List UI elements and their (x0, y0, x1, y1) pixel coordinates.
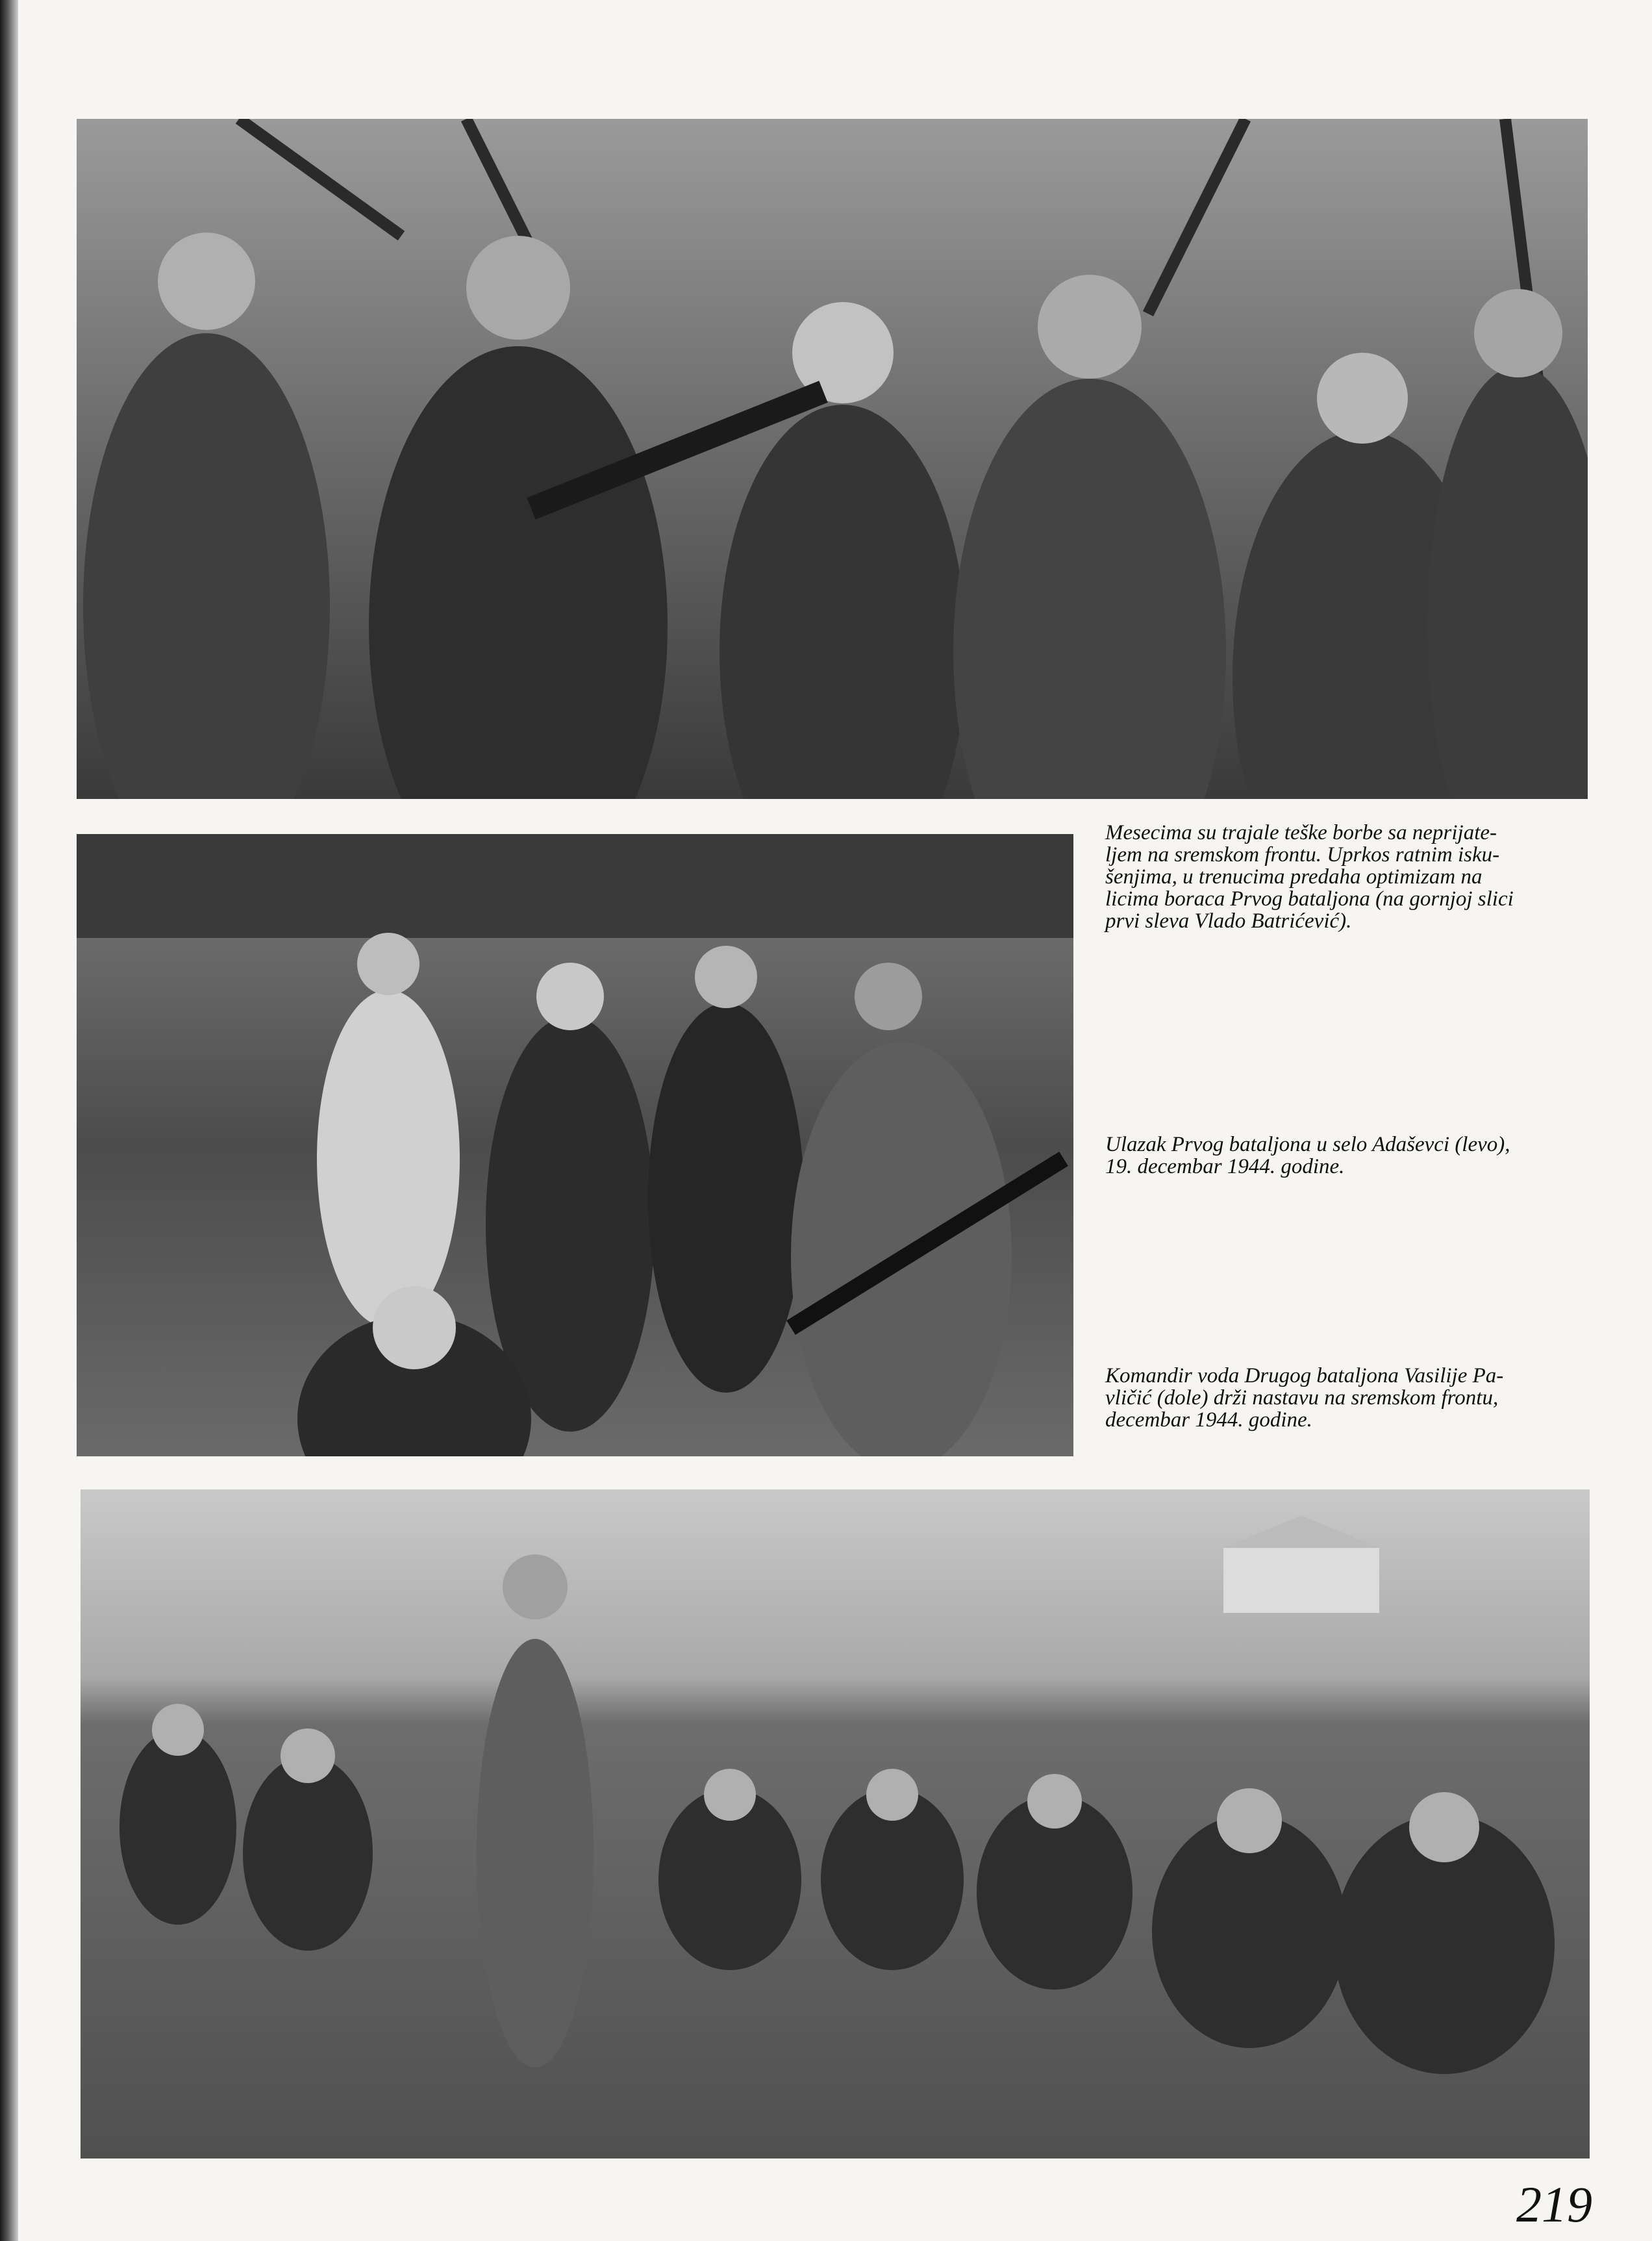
page-number: 219 (1516, 2176, 1592, 2233)
caption-line: ljem na sremskom frontu. Uprkos ratnim isku- (1105, 843, 1500, 867)
photo-top (77, 119, 1588, 799)
group-portrait-photo-icon (77, 119, 1588, 799)
photo-middle (77, 834, 1073, 1456)
caption-second (1105, 1133, 1586, 1178)
caption-line: vličić (dole) drži nastavu na sremskom frontu, (1105, 1386, 1499, 1410)
caption-line: 19. decembar 1944. godine. (1105, 1155, 1345, 1178)
caption-line: Mesecima su trajale teške borbe sa neprijate- (1105, 821, 1497, 844)
photo-bottom (81, 1489, 1590, 2159)
caption-third (1105, 1365, 1586, 1431)
page-gutter-shadow (0, 0, 18, 2241)
caption-line: licima boraca Prvog bataljona (na gornjoj slici (1105, 887, 1514, 911)
caption-line: Ulazak Prvog bataljona u selo Adaševci (levo), (1105, 1133, 1510, 1156)
caption-line: prvi sleva Vlado Batrićević). (1105, 909, 1352, 933)
caption-line: Komandir voda Drugog bataljona Vasilije Pa- (1105, 1364, 1504, 1387)
marching-column-photo-icon (77, 834, 1073, 1456)
caption-first (1105, 822, 1586, 932)
caption-line: šenjima, u trenucima predaha optimizam na (1105, 865, 1483, 889)
caption-line: decembar 1944. godine. (1105, 1408, 1312, 1432)
field-lesson-photo-icon (81, 1489, 1590, 2159)
